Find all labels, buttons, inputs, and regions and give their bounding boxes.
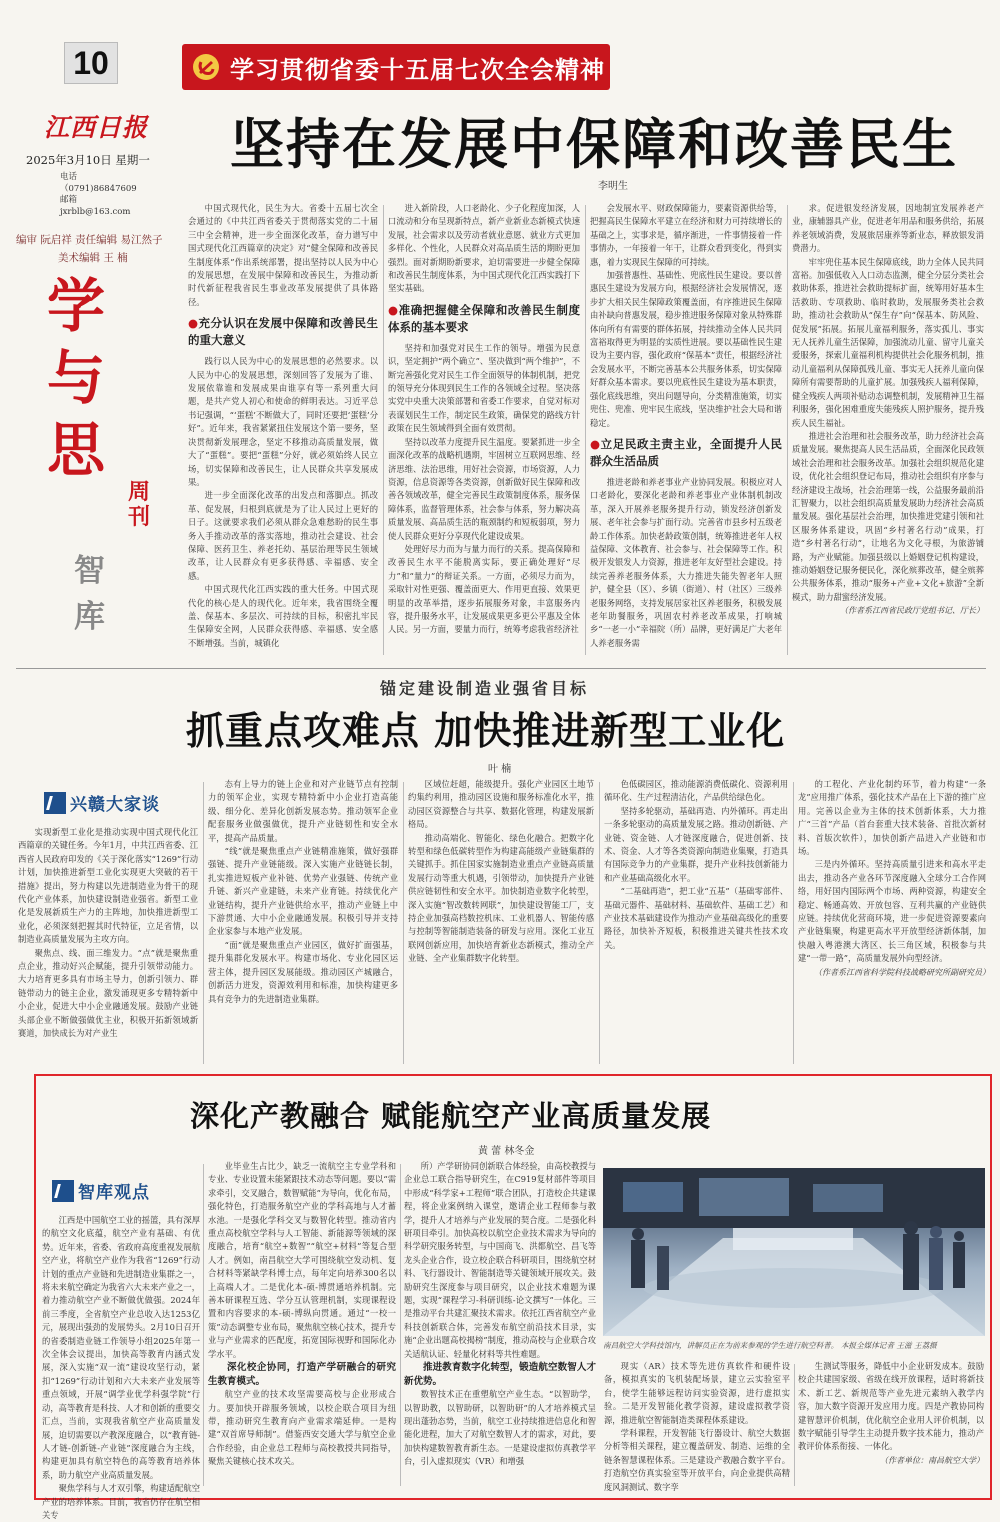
article2-col1-p1: 实现新型工业化是推动实现中国式现代化江西篇章的关键任务。今年1月，中共江西省委、江西省人民政府印发的《关于深化落实“1269”行动计划，加快推进新型工业化实现更大突破的若干措施》提出，努力构建以先进制造业为骨干的现代化产业体系，加快建设制造业强省。新型工业化是发展新质生产力的主阵地，加快推进新型工业化，必须深刻把握其时代特征，立足省情，以制造业高质量发展为主攻方向。: [18, 827, 198, 945]
bullet-dot-icon: ●: [188, 316, 199, 331]
article3-col4: [604, 1360, 790, 1490]
column-divider: [403, 782, 404, 1064]
article3-subheading-2: 推进教育数字化转型，锻造航空数智人才新优势。: [404, 1362, 596, 1387]
article3-subheading-1: 深化校企协同，打造产学研融合的研究生教育模式。: [208, 1362, 396, 1387]
article2-title: 抓重点攻难点 加快推进新型工业化: [186, 708, 786, 753]
section-divider: [16, 668, 986, 669]
column-logo-weekly: 周刊: [128, 479, 151, 530]
article2-col5: [798, 778, 990, 1068]
article3-col2-p1: 业毕业生占比少，缺乏一流航空主专业学科和专业、专业设置未能紧跟技术动态等问题。要以“需求牵引，交叉融合，数智赋能”为导向，优化布局，强化特色，打造服务航空产业的学科高地与人才蓄水池。一是强化学科交叉与数智化转型。推动省内重点高校航空学科与人工智能、新能源等领域的深度融合，培育“航空+数智”“航空+材料”等复合型人才。例如，南昌航空大学可围绕航空发动机、复合材料等紧缺学科博士点，每年定向培养300名以上高端人才。二是优化本-硕-博贯通培养机制。完善本研课程互选、学分互认管理机制，实现课程设置和内容要求的本-硕-博纵向贯通。通过“一校一策”动态调整专业布局，聚焦航空核心技术，提升专业与产业需求的匹配度，拓宽国际视野和国际化办学水平。: [208, 1161, 396, 1359]
article3-column-tag: 智库观点: [52, 1178, 150, 1203]
article2-author: 叶 楠: [488, 764, 512, 775]
article3-col1-p1: 江西是中国航空工业的摇篮，具有深厚的航空文化底蕴，航空产业有基础、有优势。近年来，省委、省政府高度重视发展航空产业，将航空产业作为我省“1269”行动计划的重点产业链和先进制造业集群之一，将未来航空确定为我省六大未来产业之一，着力推动航空产业不断做优做强。2024年前三季度，全省航空产业总收入达1253亿元，展现出强劲的发展势头。2月10日召开的省委制造业链工作领导小组2025年第一次全体会议提出，加快高等教育内涵式发展，深入实施“双一流”建设攻坚行动，紧扣“1269”行动计划和六大未来产业发展等重点领域，开展“调学业优学科强学院”行动，高等教育是科技、人才和创新的重要交汇点，当前，实现我省航空产业高质量发展，迫切需要以产教深度融合，以“教育链-人才链-创新链-产业链”深度融合为主线，构建更加具有航空特色的高等教育培养体系，助力航空产业高质量发展。: [42, 1215, 200, 1480]
column-divider: [787, 205, 788, 655]
column-divider: [585, 205, 586, 655]
article1-col3: [590, 202, 782, 660]
article1-col1-p1: 中国式现代化，民生为大。省委十五届七次全会通过的《中共江西省委关于贯彻落实党的二十届三中全会精神，进一步全面深化改革，奋力谱写中国式现代化江西篇章的决定》对“健全保障和改善民生制度体系”作出系统部署，提出坚持以人民为中心的发展思想，在发展中保障和改善民生，为推动新时代新征程我省民生事业改革发展提供了具体路径。: [188, 203, 378, 307]
article2-kicker: 锚定建设制造业强省目标: [380, 679, 590, 698]
article1-col4: [792, 202, 984, 660]
article1-col3-p1: 会发展水平、财政保障能力，要素资源供给等，把握高民生保障水平建立在经济和财力可持续增长的基础之上，实事求是，循序渐进，一件事情接着一件事情办，一年接着一年干，让群众看到变化，得到实惠，着力实现民生保障的可持续。: [590, 203, 782, 267]
article3-photo: [603, 1168, 985, 1336]
article1-title: 坚持在发展中保障和改善民生: [230, 112, 958, 176]
article2-col1-p2: 聚焦点、线、面三维发力。“点”就是聚焦重点企业，推动好兴企赋能，提升引领带动能力。大力培育更多具有市场主导力，创新引领力、群链带动力的链主企业，激发涌现更多专精特新中小企业，促进大中小企业融通发展。鼓励产业链头部企业不断做强做优主业，积极开拓新领域新赛道，加快成长为对产业生: [18, 947, 198, 1039]
article2-col2-p2: “线”就是聚焦重点产业链精准施策，做好强群强链、提升产业链能级。深入实施产业链链长制，扎实推进短板产业补链、优势产业强链、传统产业升链、新兴产业建链，未来产业育链。持续优化产业链结构，提升产业链供给水平，推动产业链上中下游贯通、大中小企业融通发展。积极引导并支持企业家参与本地产业发展。: [208, 846, 398, 937]
article1-subheading-1: ●充分认识在发展中保障和改善民生的重大意义: [188, 316, 379, 348]
article2-col2-p1: 态有上导力的链上企业和对产业链节点有控制力的领军企业，实现专精特新中小企业打造高能级、细分化、差异化创新发展态势。推动领军企业配套服务业做强做优，提升产业链韧性和安全水平，提高产品质量。: [208, 779, 398, 843]
article3-title: 深化产教融合 赋能航空产业高质量发展: [190, 1099, 712, 1133]
article3-col2-p2: 航空产业的技术攻坚需要高校与企业形成合力。要加快开辟服务领域，以校企联合项目为纽带，推动研究生教育向产业需求端延伸。一是构建“双首席导师制”。借鉴西安交通大学与航空企业合作经验，由企业总工程师与高校教授共同指导，聚焦关键核心技术攻关。: [208, 1389, 396, 1467]
article3-col1: [42, 1214, 200, 1520]
banner-text: 学习贯彻省委十五届七次全会精神: [230, 55, 605, 84]
photo-caption: 南昌航空大学科技馆内，讲解员正在为前来参观的学生进行航空科普。 本报全媒体记者 王滋 王荔摄: [603, 1341, 937, 1350]
article1-subheading-2: ●准确把握健全保障和改善民生制度体系的基本要求: [388, 302, 580, 334]
article1-col3-p2: 加强普惠性、基础性、兜底性民生建设。要以普惠民生建设为发展方向，根据经济社会发展情况，逐步扩大相关民生保障政策覆盖面，有序推进民生保障由补缺向普惠发展，稳步推进服务保障对象从特殊群体向所有有需要的群体拓展，持续推动全体人民共同富裕取得更为明显的实质性进展。要以基础性民生建设为主要内容，强化政府“保基本”责任，根据经济社会发展水平，不断完善基本公共服务体系，切实保障好群众基本需求。要以兜底性民生建设为基本职责，强化底线思维，突出问题导向，分类精准施策，切实兜住、兜准、兜牢民生底线，坚决维护社会大局和谐稳定。: [590, 270, 782, 428]
column-divider: [794, 1364, 795, 1486]
article2-col5-p1: 的工程化、产业化制约环节，着力构建“一条龙”应用推广体系，强化技术产品在上下游的推广应用。完善以企业为主体的技术创新体系，大力推广“三首”产品（首台套重大技术装备、首批次新材料、首版次软件），加快创新产品进入产业链和市场。: [798, 779, 986, 857]
article3-col5-p1: 生测试等服务，降低中小企业研发成本。鼓励校企共建国家级、省级在线开放课程，适时将新技术、新工艺、新规范等产业先进元素纳入教学内容，加大数字资源开发应用力度。四是产教协同构建智慧评价机制，优化航空企业用人评价机制，以数字赋能引导学生主动提升数字技术能力，推动产教评价体系衔接、一体化。: [798, 1361, 984, 1452]
mail-label: 邮箱: [60, 195, 78, 205]
article1-col2-p4: 处理好尽力而为与量力而行的关系。提高保障和改善民生水平不能脱离实际，要正确处理好“尽力”和“量力”的辩证关系。一方面，必须尽力而为，采取针对性更强、覆盖面更大、作用更直接、效果更明显的改革举措，逐步拓展服务对象，丰富服务内容，提升服务水平，让发展成果更多更公平惠及全体人民。另一方面，要量力而行，统筹考虑我省经济社: [388, 543, 580, 635]
column-tag-icon: [52, 1180, 74, 1202]
article1-col2-p1: 进入新阶段，人口老龄化、少子化程度加深，人口流动和分布呈现新特点，新产业新业态新模式快速发展，社会需求以及劳动者就业意愿、就业方式更加多样化、个性化，人民群众对高品质生活的期盼更加强烈。面对新期盼新要求，迫切需要进一步健全保障和改善民生制度体系，为中国式现代化江西实践打下坚实基础。: [388, 203, 580, 294]
article1-author: 李明生: [598, 181, 628, 192]
issue-date: 2025年3月10日 星期一: [26, 153, 150, 167]
page-number: 10: [64, 42, 118, 84]
newspaper-logo: 江西日报: [44, 113, 149, 142]
article2-col3-p1: 区域位赶超，能级提升。强化产业园区土地节约集约利用，推动园区设施和服务标准化水平，推动园区资源整合与共享、数据化管理，构建发展新格局。: [408, 779, 594, 830]
article2-col1: [18, 826, 198, 1068]
article2-col3: [408, 778, 594, 1068]
article1-col2: [388, 202, 580, 660]
article3-col1-p2: 聚焦学科与人才双引擎，构建适配航空产业的培养体系。目前，我省仍存在航空相关专: [42, 1483, 200, 1520]
column-logo: [40, 270, 150, 560]
article1-subheading-3: ●立足民政主责主业，全面提升人民群众生活品质: [590, 436, 782, 468]
email-address: jxrblb@163.com: [60, 206, 131, 217]
article3-col5-credit: （作者单位：南昌航空大学）: [880, 1455, 984, 1465]
column-tag-icon: [44, 792, 66, 814]
column-divider: [203, 782, 204, 1064]
column-divider: [383, 205, 384, 655]
article2-col4-p3: “二基础再造”，把工业“五基”（基础零部件、基础元器件、基础材料、基础软件、基础工艺）和产业技术基础建设作为推动产业基础高级化的重要路径，加快补齐短板，积极推进关键共性技术攻关。: [604, 886, 788, 950]
section-banner: [182, 44, 610, 90]
article1-col2-p2: 坚持和加强党对民生工作的领导。增强为民意识，坚定拥护“两个确立”、坚决做到“两个维护”，不断完善强化党对民生工作全面领导的体制机制，把党的领导充分体现到民生工作的各领域全过程。坚决落实党中央重大决策部署和省委工作要求，自觉对标对表谋划民生工作，制定民生政策，确保党的路线方针政策在民生领域得到全面有效贯彻。: [388, 342, 580, 434]
column-divider: [400, 1164, 401, 1486]
article2-col2: [208, 778, 398, 1068]
article3-col2: [208, 1160, 396, 1490]
article3-col3-p1: 所）产学研协同创新联合体经验，由高校教授与企业总工联合指导研究生，在C919复材部件等项目中形成“科学家+工程师”联合团队，打造校企共建课程，将企业案例纳入课堂，邀请企业工程师参与教学，提升人才培养与产业发展的契合度。二是强化科研项目牵引。加快高校以航空企业技术需求为导向的科学研究服务转型，与中国商飞、洪都航空、昌飞等龙头企业合作，设立校企联合科研项目，围绕航空材料、飞行器设计、智能制造等关键领域开展攻关。鼓励研究生深度参与项目研究，以企业技术难题为课题，实现“课程学习-科研训练-论文撰写”一体化。三是推动平台共建汇聚技术需求。依托江西省航空产业科技创新联合体，完善发布航空前沿技术目录，实施“企业出题高校揭榜”制度，推动高校与企业联合攻关适航认证、轻量化材料等共性难题。: [404, 1161, 596, 1359]
article1-col4-p3: 推进社会治理和社会服务改革，助力经济社会高质量发展。聚焦提高人民生活品质，全面深化民政领域社会治理和社会服务改革。加强社会组织规范化建设，优化社会组织登记布局，推动社会组织有序参与经济建设主战场，社会治理第一线，公益服务最前沿汇智聚力，以社会组织高质量发展助力经济社会高质量发展。强化基层社会治理，加快推进党建引领和社区服务体系建设，巩固“乡村著名行动”成果，打造“乡村著名行动”，让地名为文化寻根，为旅游铺路，为产业赋能。加强县级以上婚姻登记机构建设，推动婚姻登记服务便民化，深化殡葬改革，健全殡葬公共服务体系，推动“服务+产业+文化+旅游”全新模式，助力甜蜜经济发展。: [792, 430, 984, 602]
column-divider: [793, 782, 794, 1064]
contact-block: [60, 172, 137, 218]
article1-col3-p3: 推进老龄和养老事业产业协同发展。积极应对人口老龄化，要深化老龄和养老事业产业体制机制改革，深入开展养老服务提升行动，锁发经济创新发展、老年社会参与扩面行动。完善省市县乡村五级老龄工作体系。加快老龄政策创制，统筹推进老年人权益保障、文体教育、社会参与、社会保障等工作。积极开发银发人力资源，推进老年友好型社会建设。持续完善养老服务体系，大力推进失能失智老年人照护，健全县（区）、乡镇（街道）、村（社区）三级养老服务网络，支持发展居家社区养老服务，积极发展老年助餐服务，巩固农村养老改革成果，打响城乡“一老一小”幸福院（所）品牌，更好满足广大老年人养老服务需: [590, 476, 782, 648]
article2-col4-p1: 色低碳园区，推动能源消费低碳化、资源利用循环化、生产过程清洁化，产品供给绿色化。: [604, 779, 788, 803]
article1-col1: [188, 202, 378, 660]
article3-col4-p1: 现实（AR）技术等先进仿真软件和硬件设备，模拟真实的飞机装配场景，建立云实验室平台，使学生能够远程访问实验资源，进行虚拟实验。二是开发智能化教学资源，建设虚拟教学资源，推进航空智能制造类课程体系建设。: [604, 1361, 790, 1425]
article2-col5-credit: （作者系江西省科学院科技战略研究所副研究员）: [814, 967, 990, 977]
article2-col3-p2: 推动高端化、智能化、绿色化融合。把数字化转型和绿色低碳转型作为构建高能级产业链集群的关键抓手。抓住国家实施制造业重点产业链高质量发展行动等重大机遇，引领带动，加快提升产业链供应链韧性和安全水平。加快制造业数字化转型，深入实施“智改数转网联”，加快建设智能工厂，支持企业加强高档数控机床、工业机器人、智能传感与控制等智能制造装备的研发与应用。深化工业互联网创新应用，加快培育新业态新模式，推动全产业链、全产业集群数字化转型。: [408, 832, 594, 964]
article1-col2-p3: 坚持以改革力度提升民生温度。要紧抓进一步全面深化改革的战略机遇期，牢固树立互联网思维、经济思维、法治思维，用好社会资源，市场资源，人力资源，信息资源等各类资源，创新做好民生保障和改善各领域改革，健全完善民生政策制度体系，服务保障体系，监督管理体系，社会参与体系，努力解决高质量发展、高品质生活的瓶颈制约和短板弱项，努力使人民群众更好分享现代化建设成果。: [388, 436, 580, 541]
party-emblem-icon: [192, 53, 220, 81]
article3-col4-p2: 学科课程，开发智能飞行器设计、航空大数据分析等相关课程，建立覆盖研发、制造、运维的全链条智慧课程体系。三是建设产教融合数字平台。打造航空仿真实验室等开放平台，向企业提供高精度风洞测试、数字孪: [604, 1428, 790, 1492]
article2-col5-p2: 三是内外循环。坚持高质量引进来和高水平走出去，推动各产业各环节深度融入全球分工合作网络，用好国内国际两个市场、两种资源，构建安全稳定、畅通高效、开放包容、互利共赢的产业链供应链。持续优化营商环境，进一步促进资源要素向产业链集聚，构建更高水平开放型经济新体制，加快融入粤港澳大湾区、长三角区域，积极参与共建“一带一路”，高质量发展外向型经济。: [798, 859, 986, 964]
column-logo-big: 学与思: [46, 272, 105, 484]
column-subtitle: 智库: [74, 553, 105, 635]
article3-col3-p2: 数智技术正在重塑航空产业生态。“以智助学，以智助教，以智助研，以智助研”的人才培养模式呈现出蓬勃态势，当前，航空工业持续推进信息化和智能化进程，加大了对航空数智人才的需求，对此，要加快构建数智教育新生态。一是建设虚拟仿真教学平台，引入虚拟现实（VR）和增强: [404, 1389, 596, 1467]
article2-column-tag: 兴赣大家谈: [44, 790, 160, 815]
article1-col4-credit: （作者系江西省民政厅党组书记、厅长）: [840, 606, 984, 616]
bullet-dot-icon: ●: [388, 302, 399, 317]
phone-label: 电话: [60, 172, 78, 182]
article3-col3: [404, 1160, 596, 1490]
column-divider: [599, 782, 600, 1064]
bullet-dot-icon: ●: [590, 436, 601, 451]
column-divider: [203, 1164, 204, 1486]
editor-line: 编审 阮启祥 责任编辑 易江然子: [16, 234, 163, 246]
article1-col1-p3: 进一步全面深化改革的出发点和落脚点。抓改革、促发展，归根到底就是为了让人民过上更好的日子。这就要求我们必须从群众急难愁盼的民生事务入手推动改革的落实落地，推动社会建设、社会保障、医药卫生、养老托幼、基层治理等民生领域改革，让人民群众有更多获得感、幸福感、安全感。: [188, 490, 378, 581]
article1-col4-p2: 牢牢兜住基本民生保障底线，助力全体人民共同富裕。加强低收入人口动态监测，健全分层分类社会救助体系，推进社会救助提标扩面，统筹用好基本生活救助、专项救助、临时救助，发展服务类社会救助，推动社会救助从“保生存”向“保基本、防风险、促发展”拓展。拓展儿童福利服务，落实孤儿、事实无人抚养儿童生活保障，加强流动儿童、留守儿童关爱服务，探索儿童福利机构提供社会化服务机制，推动儿童福利从保障孤残儿童、事实无人抚养儿童向保障所有需要帮助的儿童扩展。加强残疾人福利保障，健全残疾人两项补贴动态调整机制，发展精神卫生福利服务，强化困难重度失能残疾人照护服务，提升残疾人民生福祉。: [792, 256, 984, 428]
article1-col1-p2: 践行以人民为中心的发展思想的必然要求。以人民为中心的发展思想，深刻回答了发展为了谁、发展依靠谁和发展成果由谁享有等一系列重大问题，是共产党人初心和使命的鲜明表达。习近平总书记强调，“‘蛋糕’不断做大了，同时还要把‘蛋糕’分好”。近年来，我省紧紧扭住发展这个第一要务，坚决贯彻新发展理念，坚定不移推动高质量发展，做大了“蛋糕”。要把“蛋糕”分好，就必须始终人民立场，切实保障和改善民生，让人民群众共享发展成果。: [188, 356, 378, 487]
article1-col1-p4: 中国式现代化江西实践的重大任务。中国式现代化的核心是人的现代化。近年来，我省围绕全覆盖、保基本、多层次、可持续的目标，积密扎牢民生保障安全网，人民群众获得感、幸福感、安全感不断增强。当前，城镇化: [188, 584, 378, 648]
article2-col2-p3: “面”就是聚焦重点产业园区，做好扩面强基，提升集群化发展水平。构建市场化、专业化园区运营主体，提升园区发展能级。推动园区产城融合，创新活力迸发，资源效利用和标准，加快构建更多具有竞争力的先进制造业集群。: [208, 939, 398, 1004]
article3-col5: [798, 1360, 984, 1490]
article3-author: 黄 蕾 林冬金: [478, 1146, 535, 1157]
phone-number: （0791)86847609: [60, 183, 137, 194]
article1-col4-p1: 求。促进银发经济发展，因地制宜发展养老产业，康辅器具产业，促进老年用品和服务供给，拓展养老领域消费，发展旅居康养等新业态，释放银发消费潜力。: [792, 203, 984, 254]
article2-col4: [604, 778, 788, 1068]
article2-col4-p2: 坚持多轮驱动，基础再造、内外循环。再走出一条多轮驱动的高质量发展之路。推动创新链、产业链、资金链、人才链深度融合，促进创新、技术、资金、人才等各类资源向制造业集聚，打造具有国际竞争力的产业集群，提升产业科技创新能力和产业基础高级化水平。: [604, 805, 788, 883]
art-editor-line: 美术编辑 王 楠: [58, 252, 128, 264]
